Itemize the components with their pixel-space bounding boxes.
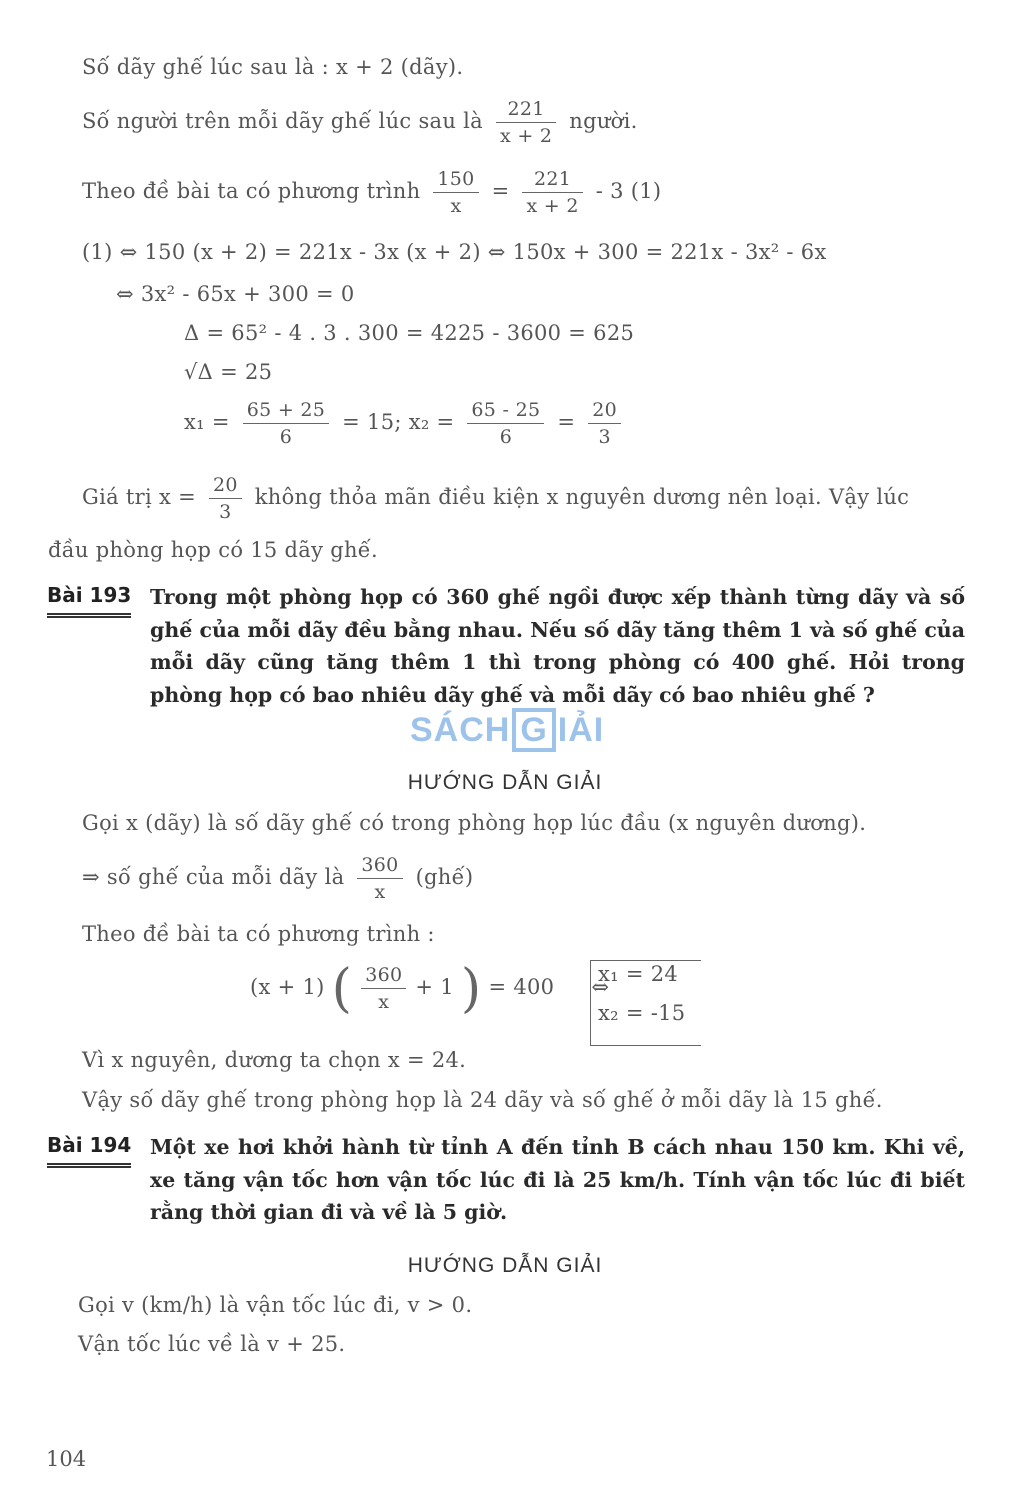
fraction (209, 472, 242, 525)
solution-line: Vì x nguyên, dương ta chọn x = 24. (82, 1048, 467, 1072)
exercise-label: Bài 193 (47, 583, 131, 618)
fraction-numerator: 65 - 25 (467, 397, 544, 424)
exercise-statement: Trong một phòng họp có 360 ghế ngồi được xếp thành từng dãy và số ghế của mỗi dãy đều bằng nhau. Nếu số dãy tăng thêm 1 và số ghế của mỗi dãy cũng tăng thêm 1 thì trong phòng có 400 ghế. Hỏi trong phòng họp có bao nhiêu dãy ghế và mỗi dãy có bao nhiêu ghế ? (150, 585, 965, 707)
fraction-denominator: x + 2 (526, 195, 579, 217)
fraction-numerator: 150 (433, 166, 478, 193)
watermark-logo (410, 708, 604, 752)
right-paren: ) (460, 958, 482, 1019)
watermark-box: G (512, 708, 555, 752)
fraction (361, 962, 406, 1015)
solution-line: Gọi x (dãy) là số dãy ghế có trong phòng họp lúc đầu (x nguyên dương). (82, 811, 867, 835)
line-text: - 3 (1) (595, 179, 662, 203)
fraction-numerator: 221 (496, 96, 556, 123)
equals-sign: = (557, 410, 576, 434)
line-text: người. (569, 109, 638, 133)
fraction-denominator: x (374, 881, 386, 903)
fraction (357, 852, 402, 905)
left-paren: ( (331, 958, 353, 1019)
solution-heading: HƯỚNG DẪN GIẢI (407, 771, 603, 794)
fraction-numerator: 65 + 25 (243, 397, 329, 424)
solution-line (82, 472, 909, 525)
solution-line: √Δ = 25 (184, 360, 273, 384)
line-text: Số người trên mỗi dãy ghế lúc sau là (82, 109, 483, 133)
solution-heading: HƯỚNG DẪN GIẢI (407, 1254, 603, 1277)
fraction-denominator: x (450, 195, 462, 217)
solution-line: (1) ⇔ 150 (x + 2) = 221x - 3x (x + 2) ⇔ 150x + 300 = 221x - 3x² - 6x (82, 240, 827, 264)
watermark-text: SÁCH (410, 711, 511, 749)
fraction (522, 166, 582, 219)
fraction-denominator: x + 2 (499, 125, 553, 147)
equals-sign: = (491, 179, 510, 203)
solution-line (184, 397, 627, 450)
solution-line: Gọi v (km/h) là vận tốc lúc đi, v > 0. (78, 1293, 473, 1317)
page-number: 104 (46, 1447, 87, 1471)
fraction (588, 397, 621, 450)
solution-line: đầu phòng họp có 15 dãy ghế. (48, 538, 378, 562)
line-text: = 15; x₂ = (342, 410, 455, 434)
line-text: Theo đề bài ta có phương trình (82, 179, 421, 203)
equation (250, 958, 610, 1019)
fraction-denominator: 3 (598, 426, 611, 448)
solution-line: Vậy số dãy ghế trong phòng họp là 24 dãy và số ghế ở mỗi dãy là 15 ghế. (82, 1088, 883, 1112)
fraction-denominator: 6 (499, 426, 513, 448)
solution-line: Theo đề bài ta có phương trình : (82, 922, 435, 946)
line-text: (x + 1) (250, 975, 325, 999)
line-text: Giá trị x = (82, 485, 196, 509)
solution-line: Số dãy ghế lúc sau là : x + 2 (dãy). (82, 55, 464, 79)
fraction-denominator: x (378, 991, 390, 1013)
exercise-statement: Một xe hơi khởi hành từ tỉnh A đến tỉnh B cách nhau 150 km. Khi về, xe tăng vận tốc hơn vận tốc lúc đi là 25 km/h. Tính vận tốc lúc đi biết rằng thời gian đi và về là 5 giờ. (150, 1135, 965, 1224)
root-line: x₁ = 24 (598, 962, 679, 986)
fraction-numerator: 20 (588, 397, 621, 424)
line-text: (ghế) (415, 865, 474, 889)
iff-sign: ⇔ (591, 975, 610, 999)
fraction (496, 96, 556, 149)
solution-line: Vận tốc lúc về là v + 25. (78, 1332, 346, 1356)
line-text: + 1 (415, 975, 454, 999)
fraction-denominator: 3 (219, 501, 232, 523)
line-text: x₁ = (184, 410, 230, 434)
root-line: x₂ = -15 (598, 1001, 686, 1025)
solution-line (82, 96, 638, 149)
solution-line: ⇔ 3x² - 65x + 300 = 0 (116, 282, 355, 306)
line-text: không thỏa mãn điều kiện x nguyên dương nên loại. Vậy lúc (254, 485, 910, 509)
fraction (467, 397, 544, 450)
line-text: = 400 (488, 975, 555, 999)
solution-line (82, 166, 661, 219)
fraction-numerator: 221 (522, 166, 582, 193)
watermark-text: IẢI (557, 711, 605, 749)
solution-line: Δ = 65² - 4 . 3 . 300 = 4225 - 3600 = 625 (184, 321, 635, 345)
fraction-numerator: 360 (361, 962, 406, 989)
fraction (243, 397, 329, 450)
fraction-denominator: 6 (279, 426, 293, 448)
exercise-label: Bài 194 (47, 1133, 131, 1168)
fraction-numerator: 20 (209, 472, 242, 499)
fraction (433, 166, 478, 219)
solution-line (82, 852, 473, 905)
fraction-numerator: 360 (357, 852, 402, 879)
line-text: ⇒ số ghế của mỗi dãy là (82, 865, 345, 889)
